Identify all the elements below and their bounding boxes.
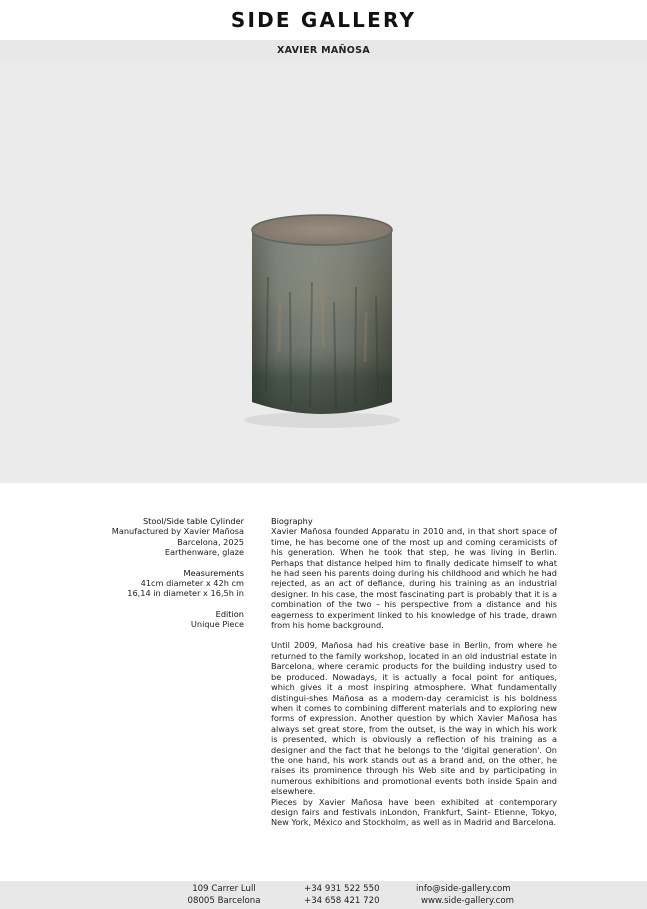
artist-name: XAVIER MAÑOSA (277, 45, 370, 56)
page-header (0, 0, 647, 40)
biography (271, 516, 557, 828)
product-details (60, 516, 244, 640)
website-link[interactable]: www.side-gallery.com (421, 895, 514, 906)
measurement-metric: 41cm diameter x 42h cm (140, 578, 244, 589)
product-photo (0, 62, 647, 483)
artist-bar (0, 40, 647, 62)
place-year-line: Barcelona, 2025 (177, 536, 244, 547)
biography-paragraph-2: Until 2009, Mañosa had his creative base in Berlin, from where he returned to the family workshop, located in an old industrial estate in Barcelona, where ceramic products for the building industry used to be produced. Nowadays, it is actually a focal point for antiques, which gives it a most inspiring atmosphere. What fundamentally distingui-shes Mañosa as a modern-day ceramicist is his boldness when it comes to combining different materials and to exploring new forms of expression. Another question by which Xavier Mañosa has always set great store, from the outset, is the way in which his work is presented, which is obviously a reflection of his training as a designer and the fact that he belongs to the 'digital generation'. On the one hand, his work stands out as a brand and, on the other, he raises its prominence through his Web site and by participating in numerous exhibitions and promotional events both inside Spain and elsewhere. (271, 640, 557, 797)
measurements-label: Measurements (183, 567, 244, 578)
phone-2[interactable]: +34 658 421 720 (304, 895, 380, 906)
edition-value: Unique Piece (190, 619, 244, 630)
footer-address (187, 884, 261, 907)
page-footer (0, 881, 647, 909)
biography-paragraph-1: Xavier Mañosa founded Apparatu in 2010 and, in that short space of time, he has become one of the most up and coming ceramicists of his generation. When he took that step, he was living in Berlin. Perhaps that distance helped him to finally dedicate himself to what he had seen his parents doing during his childhood and which he had rejected, as an act of defiance, during his training as an industrial designer. In his case, the most fascinating part is probably that it is a combination of the two – his perspective from a distance and his eagerness to experiment linked to his knowledge of his trade, drawn from his home background. (271, 526, 557, 631)
product-title: Stool/Side table Cylinder (142, 516, 244, 526)
measurements-group (60, 568, 244, 599)
address-street: 109 Carrer Lull (192, 884, 256, 894)
footer-phones (304, 884, 380, 907)
brand-logo: SIDE GALLERY (230, 8, 417, 32)
email-link[interactable]: info@side-gallery.com (416, 884, 511, 894)
address-city: 08005 Barcelona (187, 895, 261, 906)
product-info-group (60, 516, 244, 558)
manufacturer-line: Manufactured by Xavier Mañosa (111, 526, 244, 537)
biography-title: Biography (271, 516, 313, 526)
material-line: Earthenware, glaze (164, 547, 244, 558)
biography-paragraph-3: Pieces by Xavier Mañosa have been exhibited at contemporary design fairs and festivals inLondon, Frankfurt, Saint- Etienne, Tokyo, New York, México and Stockholm, as well as in Madrid and Barcelona. (271, 796, 557, 828)
edition-group (60, 609, 244, 630)
stool-cylinder-image (0, 62, 647, 483)
footer-contact (416, 884, 514, 907)
phone-1[interactable]: +34 931 522 550 (304, 884, 380, 894)
edition-label: Edition (215, 608, 244, 619)
measurement-imperial: 16,14 in diameter x 16,5h in (127, 588, 244, 599)
